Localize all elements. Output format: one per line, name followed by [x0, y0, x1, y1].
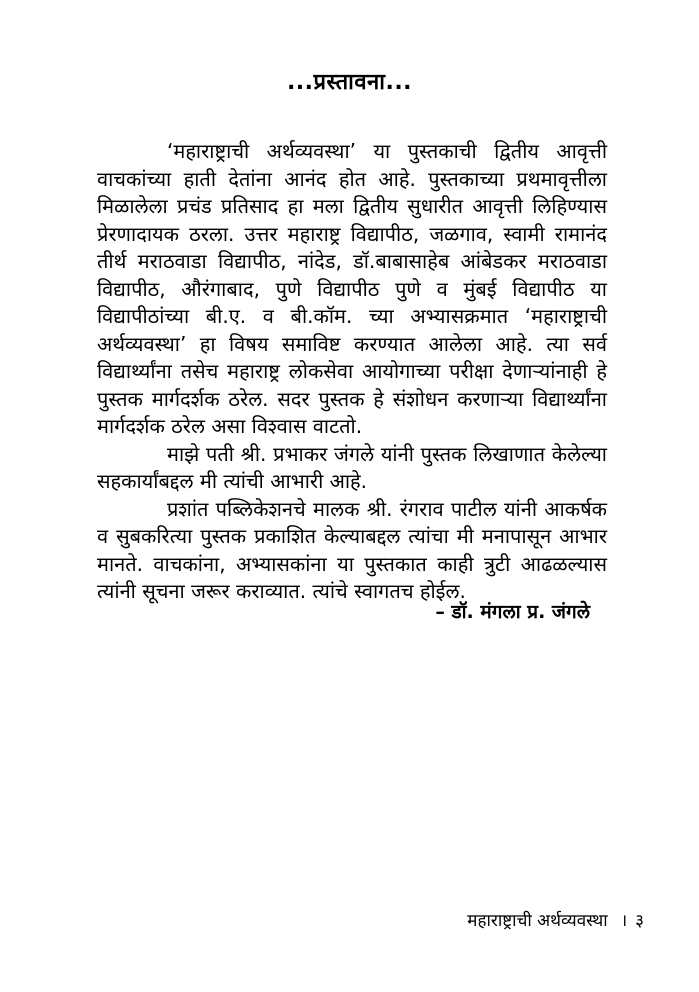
footer-separator: ।	[620, 911, 628, 931]
page-title: ...प्रस्तावना...	[286, 70, 413, 95]
footer-book-title: महाराष्ट्राची अर्थव्यवस्था	[467, 911, 608, 931]
author-signature: – डॉ. मंगला प्र. जंगले	[435, 601, 590, 623]
footer-page-number: ३	[635, 911, 644, 931]
paragraph-3: प्रशांत पब्लिकेशनचे मालक श्री. रंगराव पाटील यांनी आकर्षक व सुबकरित्या पुस्तक प्रकाशित केल्याबद्दल त्यांचा मी मनापासून आभार मानते. वाचकांना, अभ्यासकांना या पुस्तकात काही त्रुटी आढळल्यास त्यांनी सूचना जरूर कराव्यात. त्यांचे स्वागतच होईल.	[97, 496, 607, 603]
page-footer	[467, 908, 644, 931]
preface-body	[97, 138, 607, 606]
paragraph-1: ‘महाराष्ट्राची अर्थव्यवस्था’ या पुस्तकाची द्वितीय आवृत्ती वाचकांच्या हाती देतांना आनंद होत आहे. पुस्तकाच्या प्रथमावृत्तीला मिळालेला प्रचंड प्रतिसाद हा मला द्वितीय सुधारीत आवृत्ती लिहिण्यास प्रेरणादायक ठरला. उत्तर महाराष्ट्र विद्यापीठ, जळगाव, स्वामी रामानंद तीर्थ मराठवाडा विद्यापीठ, नांदेड, डॉ.बाबासाहेब आंबेडकर मराठवाडा विद्यापीठ, औरंगाबाद, पुणे विद्यापीठ पुणे व मुंबई विद्यापीठ या विद्यापीठांच्या बी.ए. व बी.कॉम. च्या अभ्यासक्रमात ‘महाराष्ट्राची अर्थव्यवस्था’ हा विषय समाविष्ट करण्यात आलेला आहे. त्या सर्व विद्यार्थ्यांना तसेच महाराष्ट्र लोकसेवा आयोगाच्या परीक्षा देणाऱ्यांनाही हे पुस्तक मार्गदर्शक ठरेल. सदर पुस्तक हे संशोधन करणाऱ्या विद्यार्थ्यांना मार्गदर्शक ठरेल असा विश्वास वाटतो.	[97, 139, 607, 438]
paragraph-2: माझे पती श्री. प्रभाकर जंगले यांनी पुस्तक लिखाणात केलेल्या सहकार्यांबद्दल मी त्यांची आभारी आहे.	[97, 441, 607, 493]
